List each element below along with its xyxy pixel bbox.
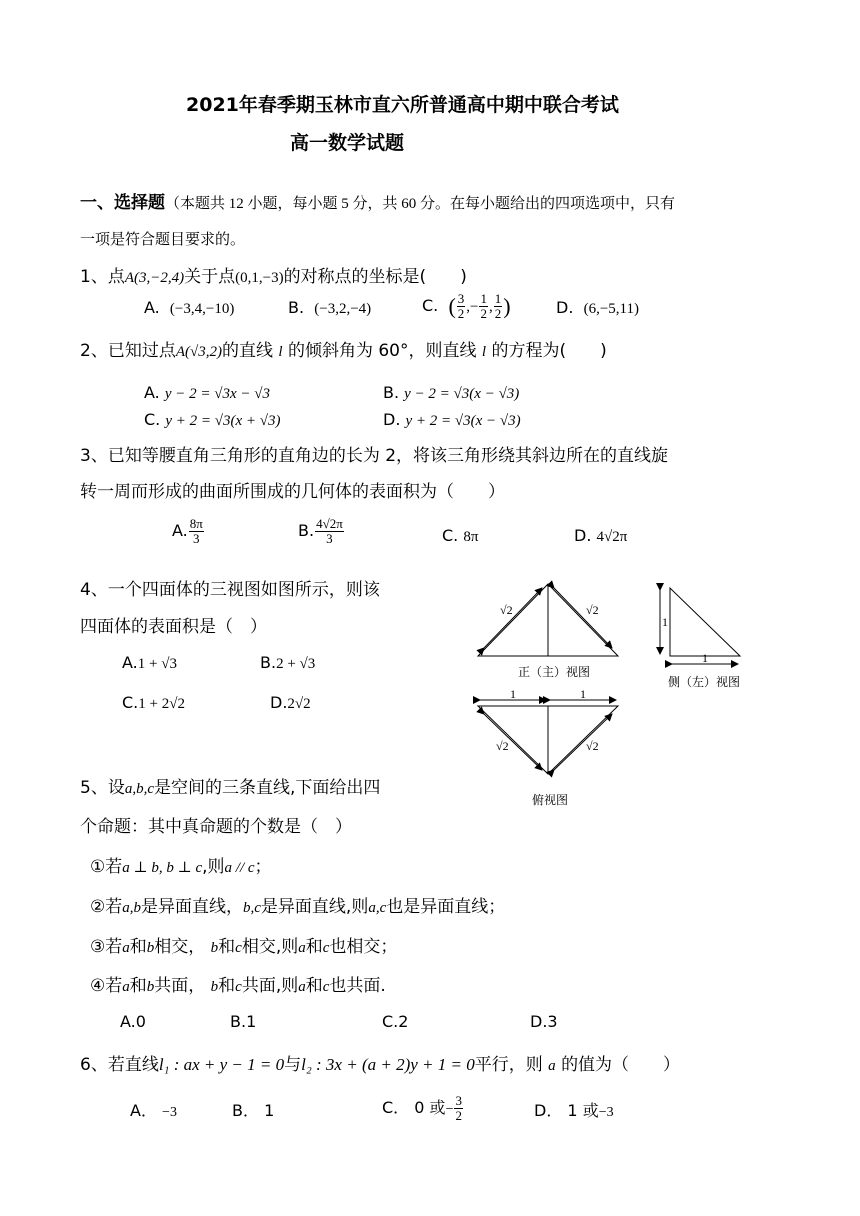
q5-proposition-3: ③若a和b相交， b和c相交,则a和c也相交； — [90, 937, 398, 957]
q5-option-b: B.1 — [230, 1012, 257, 1031]
q5-proposition-4: ④若a和b共面， b和c共面,则a和c也共面. — [90, 976, 386, 996]
q1-opt-b-label: B. — [288, 298, 305, 317]
q3-option-d — [574, 526, 627, 546]
q3-option-b — [298, 517, 345, 546]
q5-proposition-2: ②若a,b是异面直线，b,c是异面直线,则a,c也是异面直线； — [90, 897, 506, 917]
question-6: 6、若直线l₁ : ax + y − 1 = 0与l₂ : 3x + (a + 2)y + 1 = 0平行，则 a 的值为（ ） — [80, 1055, 681, 1075]
q4-opt-c-label: C. — [122, 693, 139, 712]
top-view-label: 俯视图 — [532, 793, 569, 807]
q6-option-d: D． 1 或−3 — [534, 1101, 614, 1120]
q4-option-a — [122, 653, 177, 673]
q4-opt-b-value: 2 + √3 — [276, 656, 316, 672]
question-2 — [80, 336, 607, 361]
exam-subtitle: 高一数学试题 — [290, 132, 405, 154]
top-width-one-left: 1 — [510, 687, 516, 701]
top-sqrt2-left: √2 — [496, 739, 509, 753]
q1-text-c: 的对称点的坐标是( ) — [283, 267, 467, 287]
q2-text-b: 的直线 — [221, 341, 273, 361]
q4-option-c — [122, 693, 185, 713]
exam-title: 2021年春季期玉林市直六所普通高中期中联合考试 — [186, 94, 619, 116]
q5-option-c: C.2 — [382, 1012, 409, 1031]
q3-option-c — [442, 526, 478, 546]
q1-opt-c-frac1: $\frac{3}{2}$ — [457, 291, 465, 321]
q1-opt-c-label: C. — [422, 296, 439, 315]
q4-opt-d-value: 2√2 — [287, 696, 311, 712]
q5-proposition-1: ①若a ⊥ b, b ⊥ c,则a // c； — [90, 857, 272, 877]
question-3-line1: 3、已知等腰直角三角形的直角边的长为 2，将该三角形绕其斜边所在的直线旋 — [80, 446, 669, 466]
front-sqrt2-right: √2 — [586, 603, 599, 617]
front-view — [478, 584, 618, 656]
q3-option-a — [172, 517, 205, 546]
side-view — [660, 588, 740, 664]
question-4-line1: 4、一个四面体的三视图如图所示，则该 — [80, 580, 380, 600]
q1-opt-d-value: (6,−5,11) — [583, 301, 639, 317]
q3-opt-a-label: A. — [172, 521, 188, 540]
section-title: 一、选择题 — [80, 193, 165, 213]
q5-text-a: 5、设 — [80, 778, 125, 798]
q6-opt-c-frac: $\frac{3}{2}$ — [455, 1093, 462, 1123]
section-heading — [80, 188, 675, 213]
q2-opt-c-label: C. — [144, 410, 161, 429]
q6-option-a: A． −3 — [130, 1101, 177, 1120]
side-width-one: 1 — [702, 651, 708, 665]
q1-opt-a-label: A. — [144, 298, 160, 317]
front-view-label: 正（主）视图 — [518, 665, 591, 679]
q1-option-c: C. ( $\frac{3}{2}$ ,− $\frac{1}{2}$ , $\frac{1}{2}$ ) — [422, 291, 511, 321]
q3-opt-b-label: B. — [298, 521, 315, 540]
q2-option-c — [144, 410, 281, 430]
q1-option-b — [288, 298, 371, 318]
q1-option-d — [556, 298, 639, 318]
q1-text-b: 关于点 — [184, 267, 236, 287]
side-view-label: 侧（左）视图 — [668, 675, 741, 689]
q3-opt-c-value: 8π — [463, 529, 479, 545]
question-4-line2: 四面体的表面积是（ ） — [80, 617, 267, 637]
q5-option-d: D.3 — [530, 1012, 558, 1031]
q4-option-b — [260, 653, 315, 673]
q2-option-a — [144, 383, 270, 403]
q2-text-d: 的方程为( ) — [491, 341, 607, 361]
q5-option-a: A.0 — [120, 1012, 146, 1031]
q3-opt-b-frac: $\frac{4√2\pi}{3}$ — [316, 516, 343, 546]
q6-option-b: B． 1 — [232, 1101, 275, 1120]
q2-point-a: A(√3,2) — [175, 344, 222, 360]
q5-text-b: 是空间的三条直线,下面给出四 — [154, 778, 381, 798]
front-sqrt2-left: √2 — [500, 603, 513, 617]
q1-option-a — [144, 298, 234, 318]
q2-opt-b-label: B. — [383, 383, 400, 402]
q2-option-b — [383, 383, 519, 403]
q2-opt-b-value: y − 2 = √3(x − √3) — [404, 386, 520, 402]
q1-opt-d-label: D. — [556, 298, 574, 317]
q1-number: 1、 — [80, 267, 108, 287]
q2-option-d — [383, 410, 521, 430]
q4-option-d — [270, 693, 311, 713]
question-5-line2: 个命题：其中真命题的个数是（ ） — [80, 817, 352, 837]
q6-option-c: C． 0 或− $\frac{3}{2}$ — [382, 1093, 462, 1123]
q6-line-l2: l₂ : 3x + (a + 2)y + 1 = 0 — [301, 1055, 475, 1074]
q4-opt-a-value: 1 + √3 — [137, 656, 177, 672]
question-5-line1 — [80, 773, 380, 798]
q4-opt-c-value: 1 + 2√2 — [138, 696, 185, 712]
side-height-one: 1 — [662, 615, 668, 629]
q1-opt-c-frac2: $\frac{1}{2}$ — [480, 291, 487, 321]
top-width-one-right: 1 — [580, 687, 586, 701]
q2-opt-a-label: A. — [144, 383, 160, 402]
top-sqrt2-right: √2 — [586, 739, 599, 753]
q1-text-a: 点 — [107, 267, 125, 287]
q2-opt-d-label: D. — [383, 410, 401, 429]
three-view-figure — [462, 572, 762, 812]
q1-opt-b-value: (−3,2,−4) — [314, 301, 372, 317]
q2-opt-a-value: y − 2 = √3x − √3 — [164, 386, 270, 402]
q2-number: 2、 — [80, 341, 108, 361]
q2-line-l: l — [278, 344, 283, 360]
q2-opt-d-value: y + 2 = √3(x − √3) — [405, 413, 521, 429]
q2-text-a: 已知过点 — [107, 341, 176, 361]
q1-point-a: A(3,−2,4) — [124, 270, 185, 286]
q4-opt-b-label: B. — [260, 653, 277, 672]
q5-vars: a,b,c — [124, 781, 154, 797]
q3-opt-c-label: C. — [442, 526, 459, 545]
q2-text-c: 的倾斜角为 60°，则直线 — [287, 341, 477, 361]
q3-opt-a-frac: $\frac{8\pi}{3}$ — [189, 516, 203, 546]
q3-opt-d-value: 4√2π — [596, 529, 628, 545]
q1-opt-c-frac3: $\frac{1}{2}$ — [494, 291, 502, 321]
q4-opt-d-label: D. — [270, 693, 288, 712]
q4-opt-a-label: A. — [122, 653, 138, 672]
q6-line-l1: l₁ : ax + y − 1 = 0 — [158, 1055, 285, 1074]
question-3-line2: 转一周而形成的曲面所围成的几何体的表面积为（ ） — [80, 482, 505, 502]
q1-opt-a-value: (−3,4,−10) — [169, 301, 235, 317]
section-note: （本题共 12 小题，每小题 5 分，共 60 分。在每小题给出的四项选项中，只有 — [165, 196, 676, 212]
q1-point-o: (0,1,−3) — [235, 270, 284, 286]
q2-opt-c-value: y + 2 = √3(x + √3) — [165, 413, 281, 429]
top-view — [478, 700, 618, 774]
q2-line-l-2: l — [481, 344, 487, 360]
question-1 — [80, 262, 467, 287]
section-note-line2: 一项是符合题目要求的。 — [80, 232, 246, 248]
q3-opt-d-label: D. — [574, 526, 592, 545]
